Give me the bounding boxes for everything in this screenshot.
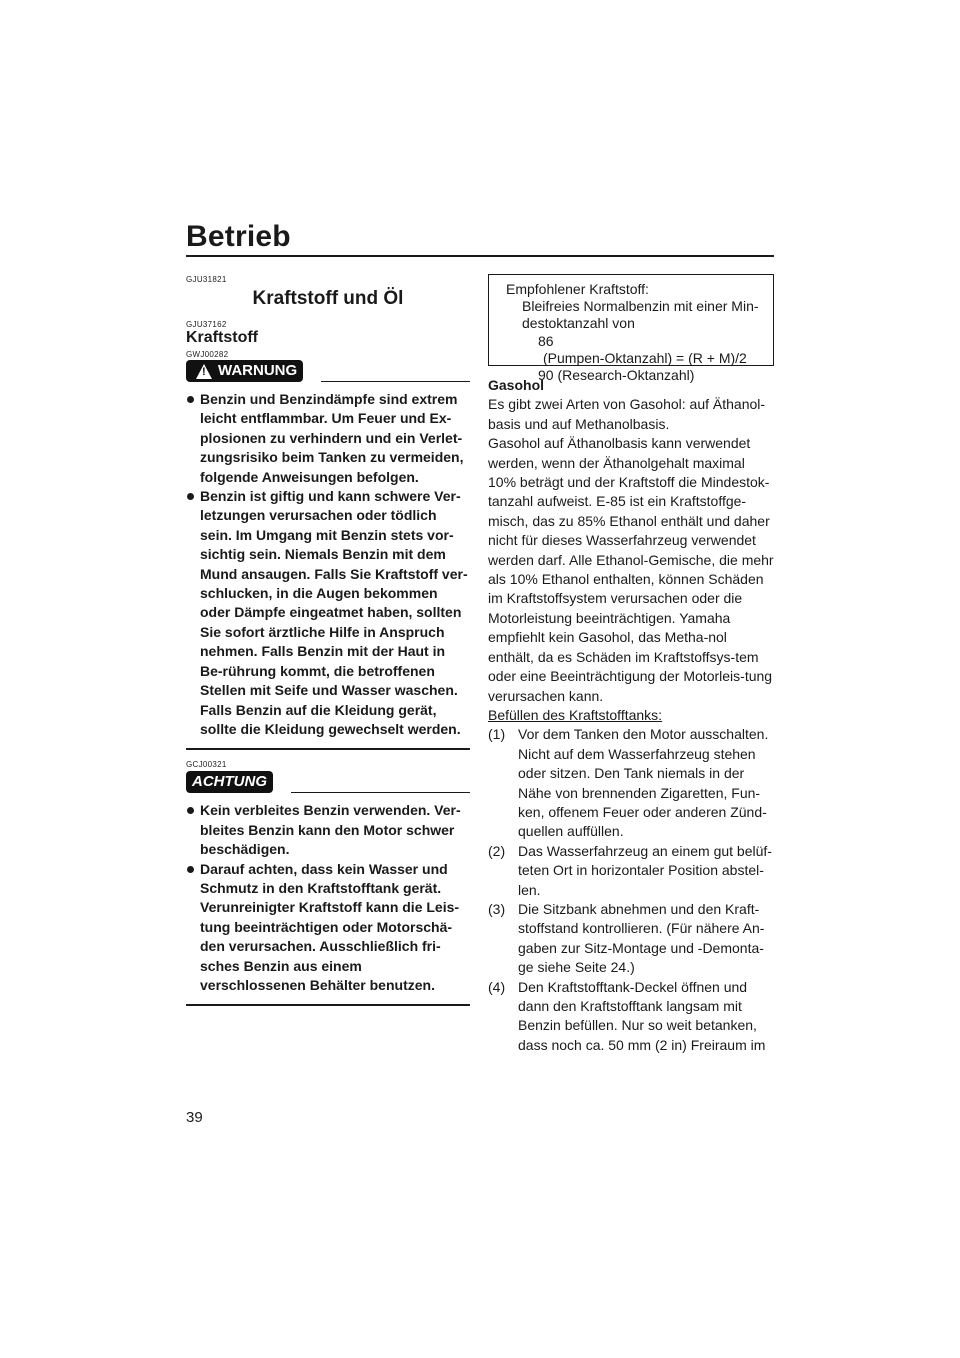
caution-badge: ACHTUNG bbox=[186, 771, 273, 793]
gasohol-section bbox=[488, 376, 774, 725]
refuel-title: Befüllen des Kraftstofftanks: bbox=[488, 706, 663, 723]
warning-item: Benzin ist giftig und kann schwere Ver-letzungen verursachen oder tödlich sein. Im Umgang mit Benzin stets vor-sichtig sein. Niemals Benzin mit dem Mund ansaugen. Falls Sie Kraftstoff ver-schlucken, in die Augen bekommen oder Dämpfe eingeatmet haben, sollten Sie sofort ärztliche Hilfe in Anspruch nehmen. Falls Benzin mit der Haut in Be-rührung kommt, die betroffenen Stellen mit Seife und Wasser waschen. Falls Benzin auf die Kleidung gerät, sollte die Kleidung gewechselt werden. bbox=[186, 487, 470, 739]
section-title: Kraftstoff und Öl bbox=[252, 288, 404, 309]
recommended-fuel-box bbox=[488, 274, 774, 384]
gasohol-paragraph: Es gibt zwei Arten von Gasohol: auf Äthanol-basis und auf Methanolbasis. bbox=[488, 396, 766, 432]
section-code: GJU31821 bbox=[186, 275, 227, 284]
page-number: 39 bbox=[186, 1109, 203, 1126]
warning-label: WARNUNG bbox=[218, 362, 298, 379]
page-header bbox=[186, 222, 774, 257]
fuel-box-line: destoktanzahl von bbox=[522, 315, 635, 332]
warning-header bbox=[186, 360, 470, 382]
chapter-title: Betrieb bbox=[186, 220, 291, 253]
caution-rule bbox=[291, 792, 470, 793]
warning-code: GWJ00282 bbox=[186, 350, 229, 359]
step-item bbox=[488, 900, 774, 978]
step-item bbox=[488, 842, 774, 900]
warning-rule bbox=[321, 381, 470, 382]
step-text: Die Sitzbank abnehmen und den Kraft-stoffstand kontrollieren. (Für nähere An-gaben zur Sitz-Montage und -Demonta-ge siehe Seite 24.) bbox=[518, 900, 765, 976]
left-column bbox=[186, 275, 470, 1006]
gasohol-title: Gasohol bbox=[488, 377, 545, 393]
caution-code: GCJ00321 bbox=[186, 760, 227, 770]
step-item bbox=[488, 978, 774, 1056]
caution-list bbox=[186, 801, 470, 995]
fuel-box-line: Empfohlener Kraftstoff: bbox=[506, 281, 649, 297]
step-text: Das Wasserfahrzeug an einem gut belüf-teten Ort in horizontaler Position abstel-len. bbox=[518, 842, 772, 898]
refuel-steps bbox=[488, 725, 774, 1055]
warning-list bbox=[186, 390, 470, 739]
right-column bbox=[488, 274, 774, 1055]
fuel-box-line: Bleifreies Normalbenzin mit einer Min- bbox=[522, 298, 759, 315]
fuel-box-line: (Pumpen-Oktanzahl) = (R + M)/2 bbox=[543, 349, 747, 366]
step-number: (4) bbox=[488, 978, 506, 995]
subsection-title: Kraftstoff bbox=[186, 329, 258, 346]
warning-triangle-icon: ! bbox=[196, 364, 212, 379]
step-item bbox=[488, 725, 774, 841]
warning-end-rule bbox=[186, 748, 470, 750]
caution-item: Kein verbleites Benzin verwenden. Ver-bleites Benzin kann den Motor schwer beschädigen. bbox=[186, 801, 470, 859]
gasohol-paragraph: Gasohol auf Äthanolbasis kann verwendet werden, wenn der Äthanolgehalt maximal 10% beträgt und der Kraftstoff die Mindestok-tanzahl aufweist. E-85 ist ein Kraftstoffge-misch, das zu 85% Ethanol enthält und daher nicht für dieses Wasserfahrzeug verwendet werden darf. Alle Ethanol-Gemische, die mehr als 10% Ethanol enthalten, können Schäden im Kraftstoffsystem verursachen oder die Motorleistung beeinträchtigen. Yamaha empfiehlt kein Gasohol, das Metha-nol enthält, da es Schäden im Kraftstoffsys-tem oder eine Beeinträchtigung der Motorleis-tung verursachen kann. bbox=[488, 435, 774, 704]
step-number: (1) bbox=[488, 726, 506, 743]
step-text: Vor dem Tanken den Motor ausschalten. Nicht auf dem Wasserfahrzeug stehen oder sitzen. Den Tank niemals in der Nähe von brennenden Zigaretten, Fun-ken, offenem Feuer oder anderen Zünd-quellen auffüllen. bbox=[518, 726, 769, 840]
caution-item: Darauf achten, dass kein Wasser und Schmutz in den Kraftstofftank gerät. Verunreinigter Kraftstoff kann die Leis-tung beeinträchtigen oder Motorschä-den verursachen. Ausschließlich fri-sches Benzin aus einem verschlossenen Behälter benutzen. bbox=[186, 860, 470, 996]
caution-end-rule bbox=[186, 1004, 470, 1006]
step-number: (2) bbox=[488, 842, 506, 859]
step-text: Den Kraftstofftank-Deckel öffnen und dann den Kraftstofftank langsam mit Benzin befüllen. Nur so weit betanken, dass noch ca. 50 mm (2 in) Freiraum im bbox=[518, 978, 766, 1053]
fuel-box-line: 90 (Research-Oktanzahl) bbox=[538, 367, 695, 384]
caution-header bbox=[186, 771, 470, 793]
warning-badge bbox=[186, 360, 303, 382]
warning-item: Benzin und Benzindämpfe sind extrem leicht entflammbar. Um Feuer und Ex-plosionen zu verhindern und ein Verlet-zungsrisiko beim Tanken zu vermeiden, folgende Anweisungen befolgen. bbox=[186, 390, 470, 487]
fuel-box-line: 86 bbox=[538, 332, 554, 349]
header-rule bbox=[186, 255, 774, 257]
subsection-code: GJU37162 bbox=[186, 320, 227, 329]
step-number: (3) bbox=[488, 900, 506, 917]
